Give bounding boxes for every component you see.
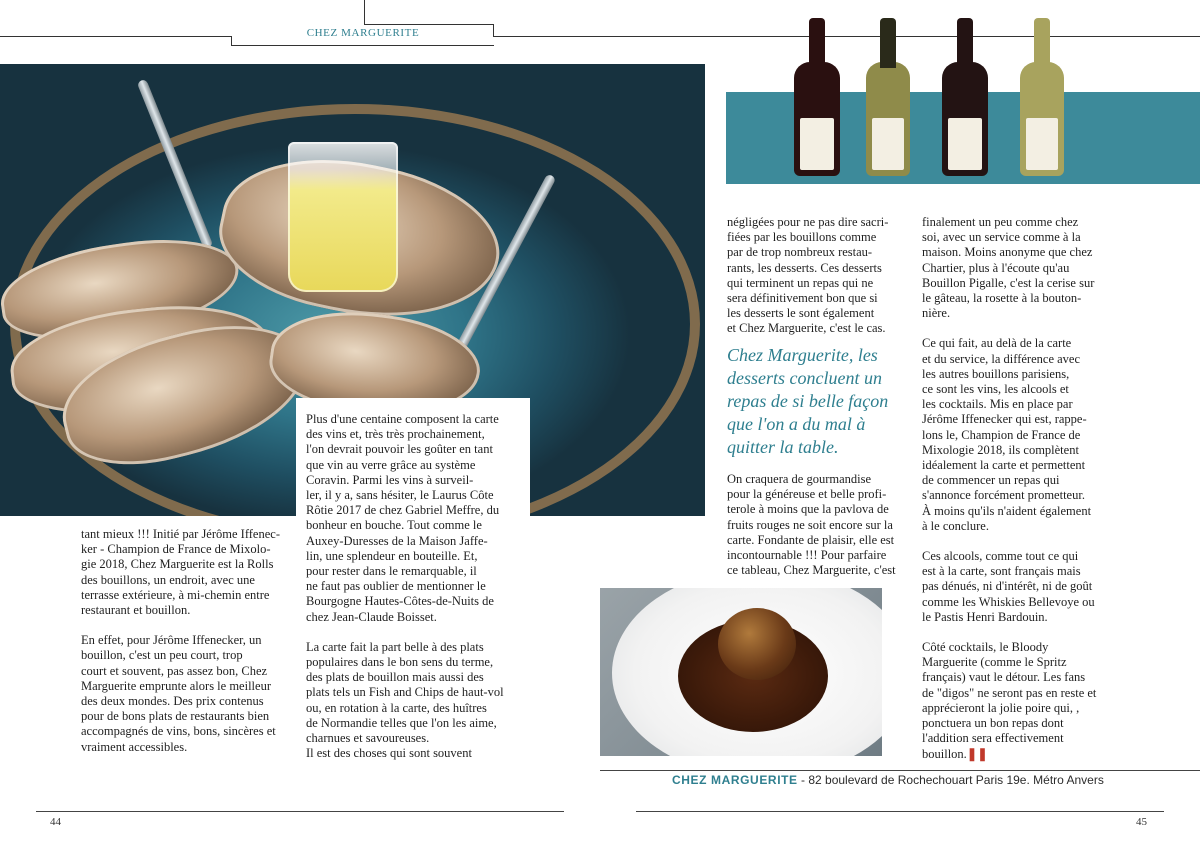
paragraph: finalement un peu comme chez soi, avec un service comme à la maison. Moins anonyme que chez Chartier, plus à l'écoute qu'au Bouillon Pigalle, c'est la cerise sur le gâteau, la rosette à la bouton- nière.: [922, 215, 1095, 321]
text-column-2: [306, 412, 526, 776]
header-rule-right: [493, 36, 1200, 37]
shot-glass: [288, 142, 398, 292]
paragraph-last: [922, 640, 1117, 762]
paragraph: tant mieux !!! Initié par Jérôme Iffenec- ker - Champion de France de Mixolo- gie 2018, Chez Marguerite est la Rolls des bouillons, un endroit, avec une terrasse extérieure, à mi-chemin entre restaurant et bouillon.: [81, 527, 280, 618]
footer-rule-right: [636, 811, 1164, 812]
text-column-3b: [727, 472, 907, 593]
page-number-left: 44: [50, 816, 61, 828]
wine-bottle-red: [794, 62, 840, 176]
paragraph: négligées pour ne pas dire sacri- fiées par les bouillons comme par de trop nombreux restau- rants, les desserts. Ces desserts qui terminent un repas qui ne sera définitivement bon que si les desserts le sont également et Chez Marguerite, c'est le cas.: [727, 215, 889, 336]
paragraph: Ce qui fait, au delà de la carte et du service, la différence avec les autres bouillons parisiens, ce sont les vins, les alcools et les cocktails. Mis en place par Jérôme Iffenecker qui est, rappe- lons le, Champion de France de Mixologie 2018, ils complètent idéalement la carte et permettent de commencer un repas qui s'annonce forcément prometteur. À moins qu'ils n'aident également à le conclure.: [922, 336, 1092, 533]
restaurant-address: - 82 boulevard de Rochechouart Paris 19e. Métro Anvers: [797, 773, 1104, 787]
restaurant-info: [672, 773, 1104, 787]
paragraph: Plus d'une centaine composent la carte des vins et, très très prochainement, l'on devrait pouvoir les goûter en tant que vin au verre grâce au système Coravin. Parmi les vins à surveil- ler, il y a, sans hésiter, le Laurus Côte Rôtie 2017 de chez Gabriel Meffre, du bonheur en bouche. Tout comme le Auxey-Duresses de la Maison Jaffe- lin, une splendeur en bouteille. Et, pour rester dans le remarquable, il ne faut pas oublier de mentionner le Bourgogne Hautes-Côtes-de-Nuits de chez Jean-Claude Boisset.: [306, 412, 500, 624]
header-rule-vertical: [364, 0, 365, 24]
wine-bottle-white: [866, 62, 910, 176]
dessert-photo: [600, 588, 882, 756]
text-column-4: [922, 215, 1117, 777]
running-header-title: CHEZ MARGUERITE: [306, 27, 420, 39]
end-mark: ❚❚: [966, 746, 988, 761]
header-rule-left: [0, 36, 232, 37]
paragraph: La carte fait la part belle à des plats populaires dans le bon sens du terme, des plats de bouillon mais aussi des plats tels un Fish and Chips de haut-vol ou, en rotation à la carte, des huîtres de Normandie telles que l'on les aime, charnues et savoureuses. Il est des choses qui sont souvent: [306, 639, 504, 761]
info-rule: [600, 770, 1200, 771]
wine-bottle-white-2: [1020, 62, 1064, 176]
profiterole: [718, 608, 796, 680]
paragraph-text: Côté cocktails, le Bloody Marguerite (comme le Spritz français) vaut le détour. Les fans de "digos" ne seront pas en reste et apprécieront la jolie poire qui, , ponctuera un bon repas dont l'addition sera effectivement bouillon.: [922, 640, 1097, 761]
paragraph: Ces alcools, comme tout ce qui est à la carte, sont français mais pas dénués, ni d'intérêt, ni de goût comme les Whiskies Bellevoye ou le Pastis Henri Bardouin.: [922, 549, 1095, 624]
page-number-right: 45: [1136, 816, 1147, 828]
pull-quote: Chez Marguerite, les desserts concluent un repas de si belle façon que l'on a du mal à quitter la table.: [727, 345, 889, 457]
text-column-3: [727, 215, 907, 352]
text-column-1: [81, 527, 291, 770]
header-rule-top: [364, 24, 494, 25]
paragraph: En effet, pour Jérôme Iffenecker, un bouillon, c'est un peu court, trop court et souvent, pas assez bon, Chez Marguerite emprunte alors le meilleur des deux mondes. Des prix contenus pour de bons plats de restaurants bien accompagnés de vins, bons, sincères et vraiment accessibles.: [81, 633, 276, 754]
restaurant-name: CHEZ MARGUERITE: [672, 773, 798, 787]
header-rule-bottom: [231, 45, 494, 46]
footer-rule-left: [36, 811, 564, 812]
wine-bottle-burgundy: [942, 62, 988, 176]
paragraph: On craquera de gourmandise pour la généreuse et belle profi- terole à moins que la pavlova de fruits rouges ne soit encore sur la carte. Fondante de plaisir, elle est incontournable !!! Pour parfaire ce tableau, Chez Marguerite, c'est: [727, 472, 896, 578]
